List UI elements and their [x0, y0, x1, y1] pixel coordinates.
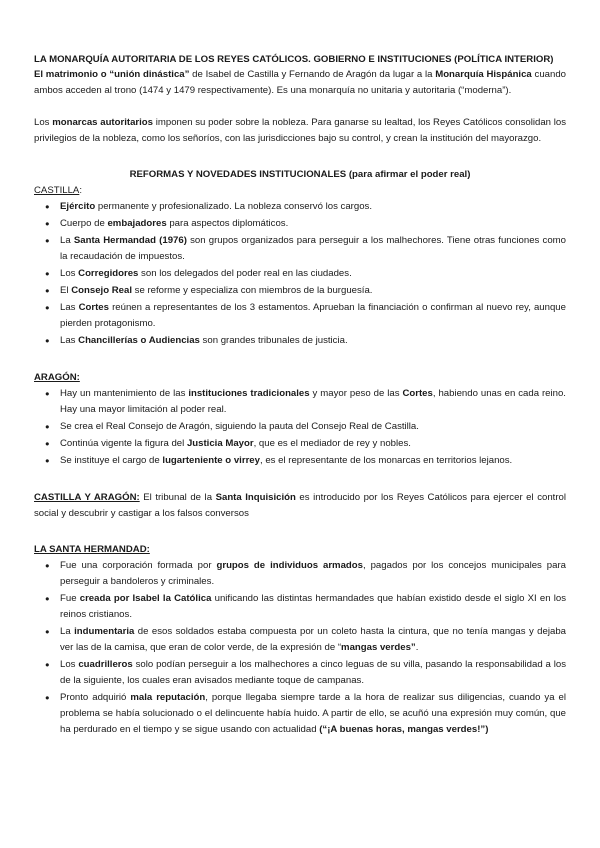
intro-paragraph — [34, 67, 566, 99]
castilla-list — [34, 199, 566, 349]
castilla-item-b: embajadores — [107, 218, 167, 229]
list-item — [42, 216, 566, 232]
hermandad-item3-c: de esos soldados estaba compuesta por un coleto hasta la cintura, que no tenía mangas y dejaba ver las de la camisa, que eran de color verde, de la expresión de “ — [60, 626, 566, 653]
hermandad-item4-b: cuadrilleros — [78, 659, 133, 670]
hermandad-item5-b: mala reputación — [130, 692, 206, 703]
intro-bold-1: El matrimonio o “unión dinástica” — [34, 69, 190, 80]
castilla-item-a: El — [60, 285, 72, 296]
cya-text-a: El tribunal de la — [139, 492, 216, 503]
list-item — [42, 266, 566, 282]
hermandad-item1-b: grupos de individuos armados — [216, 560, 363, 571]
aragon-list — [34, 386, 566, 469]
castilla-item-c: se reforme y especializa con miembros de la burguesía. — [131, 285, 373, 296]
hermandad-list — [34, 558, 566, 738]
hermandad-item1-a: Fue una corporación formada por — [60, 560, 217, 571]
aragon-item3-c: , que es el mediador de rey y nobles. — [253, 438, 411, 449]
aragon-item1-c: y mayor peso de las — [309, 388, 403, 399]
castilla-item-b: Chancillerías o Audiencias — [78, 335, 200, 346]
aragon-item4-b: lugarteniente o virrey — [162, 455, 260, 466]
castilla-item-b: Consejo Real — [71, 285, 132, 296]
castilla-item-a: Las — [60, 302, 79, 313]
castilla-item-c: reúnen a representantes de los 3 estamentos. Aprueban la financiación o confirman al nuevo rey, aunque pierden protagonismo. — [60, 302, 566, 329]
list-item — [42, 657, 566, 689]
hermandad-item1-c: , pagados por los concejos municipales para perseguir a bandoleros y criminales. — [60, 560, 566, 587]
intro-bold-2: Monarquía Hispánica — [435, 69, 532, 80]
list-item — [42, 558, 566, 590]
hermandad-heading — [34, 542, 566, 558]
list-item — [42, 591, 566, 623]
hermandad-item2-b: creada por Isabel la Católica — [79, 593, 212, 604]
castilla-item-b: Ejército — [60, 201, 96, 212]
hermandad-item4-a: Los — [60, 659, 79, 670]
aragon-item1-b: instituciones tradicionales — [188, 388, 310, 399]
monarcas-bold: monarcas autoritarios — [52, 117, 154, 128]
list-item — [42, 453, 566, 469]
hermandad-item5-d: (“¡A buenas horas, mangas verdes!”) — [319, 724, 489, 735]
castilla-item-a: La — [60, 235, 74, 246]
list-item — [42, 233, 566, 265]
castilla-colon: : — [79, 185, 82, 196]
reforms-heading — [34, 167, 566, 183]
reforms-subheading: (para afirmar el poder real) — [346, 169, 471, 180]
list-item — [42, 419, 566, 435]
castilla-aragon-heading: CASTILLA Y ARAGÓN: — [34, 492, 140, 503]
castilla-item-a: Los — [60, 268, 79, 279]
hermandad-item3-b: indumentaria — [74, 626, 135, 637]
hermandad-item3-a: La — [60, 626, 75, 637]
intro-text-1: de Isabel de Castilla y Fernando de Aragón da lugar a la — [189, 69, 436, 80]
aragon-item1-e: , habiendo unas en cada reino. Hay una mayor limitación al poder real. — [60, 388, 566, 415]
aragon-item3-a: Continúa vigente la figura del — [60, 438, 187, 449]
list-item — [42, 436, 566, 452]
aragon-heading-text: ARAGÓN: — [34, 372, 80, 383]
castilla-item-a: Las — [60, 335, 79, 346]
intro-text-2: cuando ambos acceden al trono (1474 y 1479 respectivamente). Es una monarquía no unitaria y autoritaria (“moderna”). — [34, 69, 566, 96]
reforms-heading-text: REFORMAS Y NOVEDADES INSTITUCIONALES — [129, 169, 347, 180]
hermandad-item4-c: solo podían perseguir a los malhechores a cinco leguas de su villa, pasando la responsabilidad a los de la siguiente, los cuales eran avisados mediante toque de campanas. — [60, 659, 566, 686]
list-item — [42, 283, 566, 299]
list-item — [42, 386, 566, 418]
list-item — [42, 624, 566, 656]
hermandad-item5-c: , porque llegaba siempre tarde a la hora de realizar sus diligencias, cuando ya el problema se había solucionado o el delincuente había huido. A partir de ello, se acuñó una expresión muy común, que ha perdurado en el tiempo y se sigue usando con actualidad — [60, 692, 566, 735]
aragon-item4-c: , es el representante de los monarcas en territorios lejanos. — [259, 455, 513, 466]
castilla-item-c: son los delegados del poder real en las ciudades. — [138, 268, 352, 279]
hermandad-item2-c: unificando las distintas hermandades que habían existido desde el siglo XI en los reinos cristianos. — [60, 593, 567, 620]
cya-bold: Santa Inquisición — [215, 492, 296, 503]
list-item — [42, 333, 566, 349]
cya-text-c: es introducido por los Reyes Católicos para ejercer el control social y descubrir y castigar a los falsos conversos — [34, 492, 566, 519]
hermandad-item5-a: Pronto adquirió — [60, 692, 131, 703]
monarcas-text-c: imponen su poder sobre la nobleza. Para ganarse su lealtad, los Reyes Católicos consolidan los privilegios de la nobleza, como los señoríos, con las jurisdicciones bajo su control, y crean la institución del mayorazgo. — [34, 117, 566, 144]
list-item — [42, 690, 566, 738]
aragon-heading — [34, 370, 566, 386]
castilla-heading — [34, 183, 566, 199]
castilla-item-c: para aspectos diplomáticos. — [166, 218, 289, 229]
hermandad-item3-d: mangas verdes” — [341, 642, 416, 653]
aragon-item4-a: Se instituye el cargo de — [60, 455, 163, 466]
castilla-item-b: Cortes — [78, 302, 109, 313]
castilla-item-c: son grupos organizados para perseguir a los malhechores. Tiene otras funciones como la recaudación de impuestos. — [60, 235, 567, 262]
castilla-item-b: Santa Hermandad (1976) — [73, 235, 187, 246]
hermandad-item3-e: . — [415, 642, 419, 653]
monarcas-paragraph — [34, 115, 566, 147]
hermandad-heading-text: LA SANTA HERMANDAD: — [34, 544, 150, 555]
aragon-item3-b: Justicia Mayor — [186, 438, 254, 449]
castilla-item-c: son grandes tribunales de justicia. — [199, 335, 348, 346]
castilla-item-a: Cuerpo de — [60, 218, 108, 229]
castilla-item-c: permanente y profesionalizado. La nobleza conservó los cargos. — [95, 201, 372, 212]
hermandad-item2-a: Fue — [60, 593, 80, 604]
castilla-item-b: Corregidores — [78, 268, 139, 279]
monarcas-text-a: Los — [34, 117, 53, 128]
castilla-aragon-paragraph — [34, 490, 566, 522]
castilla-heading-text: CASTILLA — [34, 185, 80, 196]
document-title: LA MONARQUÍA AUTORITARIA DE LOS REYES CATÓLICOS. GOBIERNO E INSTITUCIONES (POLÍTICA INTERIOR) — [34, 54, 554, 65]
aragon-item2-a: Se crea el Real Consejo de Aragón, siguiendo la pauta del Consejo Real de Castilla. — [60, 421, 419, 432]
aragon-item1-d: Cortes — [402, 388, 433, 399]
aragon-item1-a: Hay un mantenimiento de las — [60, 388, 189, 399]
list-item — [42, 199, 566, 215]
list-item — [42, 300, 566, 332]
